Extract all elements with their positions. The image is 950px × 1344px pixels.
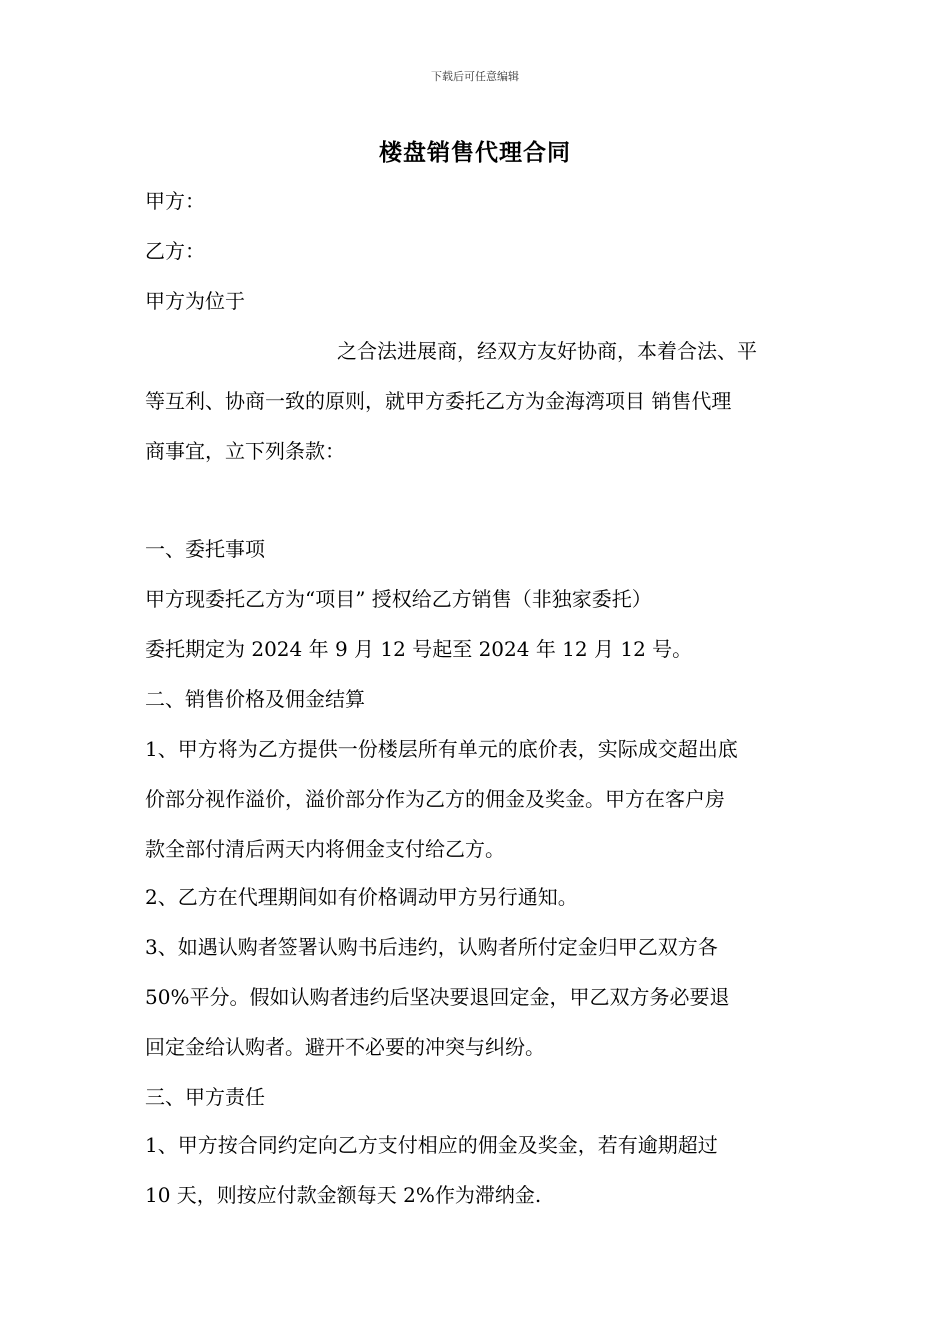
section-2-title: 二、销售价格及佣金结算	[145, 687, 365, 711]
section-2-item-1-line-2: 价部分视作溢价，溢价部分作为乙方的佣金及奖金。甲方在客户房	[145, 787, 725, 811]
party-a-location-line: 甲方为位于	[145, 289, 245, 313]
intro-line-1: 之合法进展商，经双方友好协商，本着合法、平	[337, 339, 757, 363]
intro-line-2: 等互利、协商一致的原则，就甲方委托乙方为金海湾项目 销售代理	[145, 389, 732, 413]
intro-line-3: 商事宜，立下列条款：	[145, 439, 345, 463]
contract-title: 楼盘销售代理合同	[379, 139, 571, 166]
section-3-item-1-line-2: 10 天，则按应付款金额每天 2%作为滞纳金.	[145, 1183, 542, 1207]
section-2-item-2: 2、乙方在代理期间如有价格调动甲方另行通知。	[145, 885, 578, 909]
section-3-item-1-line-1: 1、甲方按合同约定向乙方支付相应的佣金及奖金，若有逾期超过	[145, 1133, 718, 1157]
section-1-paragraph-1: 甲方现委托乙方为“项目” 授权给乙方销售（非独家委托）	[145, 587, 652, 611]
section-3-title: 三、甲方责任	[145, 1085, 265, 1109]
section-2-item-3-line-2: 50%平分。假如认购者违约后坚决要退回定金，甲乙双方务必要退	[145, 985, 730, 1009]
section-2-item-1-line-3: 款全部付清后两天内将佣金支付给乙方。	[145, 837, 505, 861]
party-a-line: 甲方：	[145, 189, 205, 213]
section-1-title: 一、委托事项	[145, 537, 265, 561]
header-note: 下载后可任意编辑	[431, 70, 519, 83]
section-1-paragraph-2: 委托期定为 2024 年 9 月 12 号起至 2024 年 12 月 12 号。	[145, 637, 693, 661]
party-b-line: 乙方：	[145, 239, 205, 263]
section-2-item-1-line-1: 1、甲方将为乙方提供一份楼层所有单元的底价表，实际成交超出底	[145, 737, 738, 761]
section-2-item-3-line-3: 回定金给认购者。避开不必要的冲突与纠纷。	[145, 1035, 545, 1059]
section-2-item-3-line-1: 3、如遇认购者签署认购书后违约，认购者所付定金归甲乙双方各	[145, 935, 718, 959]
